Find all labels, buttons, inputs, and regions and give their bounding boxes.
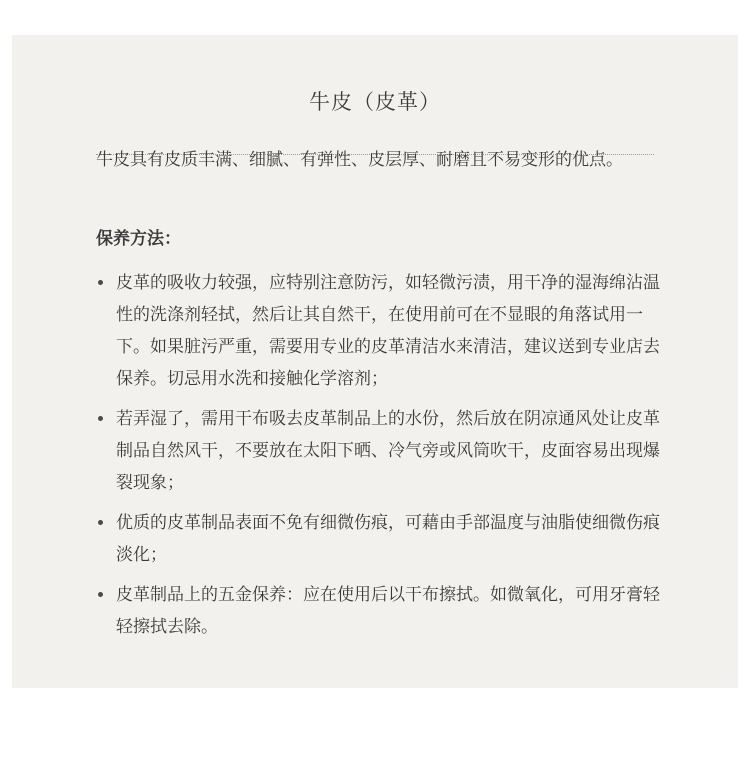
list-item [96, 267, 666, 395]
list-item [96, 403, 666, 499]
care-method-heading: 保养方法： [96, 229, 181, 249]
list-item-text: 优质的皮革制品表面不免有细微伤痕，可藉由手部温度与油脂使细微伤痕淡化； [116, 513, 660, 565]
bullet-icon [98, 592, 103, 597]
list-item-text: 皮革制品上的五金保养：应在使用后以干布擦拭。如微氧化，可用牙膏轻轻擦拭去除。 [116, 585, 660, 637]
bullet-icon [98, 416, 103, 421]
care-list [96, 267, 666, 651]
list-item [96, 507, 666, 571]
intro-text: 牛皮具有皮质丰满、细腻、有弹性、皮层厚、耐磨且不易变形的优点。 [96, 150, 623, 170]
content-card [12, 35, 738, 688]
page-title: 牛皮（皮革） [309, 90, 441, 114]
bullet-icon [98, 280, 103, 285]
list-item [96, 579, 666, 643]
list-item-text: 皮革的吸收力较强，应特别注意防污，如轻微污渍，用干净的湿海绵沾温性的洗涤剂轻拭，然后让其自然干，在使用前可在不显眼的角落试用一下。如果脏污严重，需要用专业的皮革清洁水来清洁，建议送到专业店去保养。切忌用水洗和接触化学溶剂； [116, 273, 660, 389]
bullet-icon [98, 520, 103, 525]
list-item-text: 若弄湿了，需用干布吸去皮革制品上的水份，然后放在阴凉通风处让皮革制品自然风干，不要放在太阳下晒、冷气旁或风筒吹干，皮面容易出现爆裂现象； [116, 409, 660, 493]
